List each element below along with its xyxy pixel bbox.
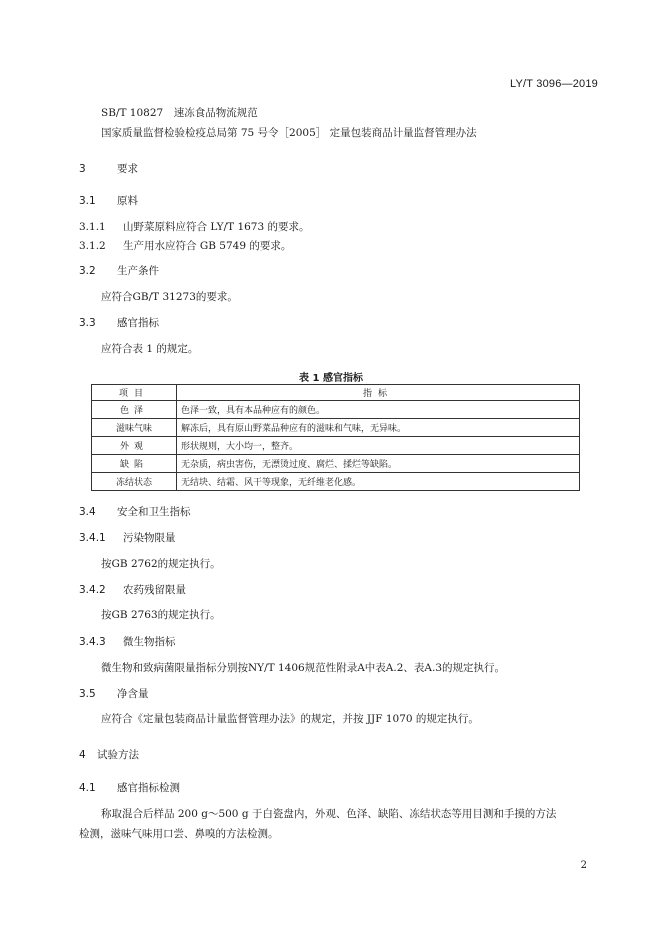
row-spec: 无杂质，病虫害伤，无漂烫过度、腐烂、揉烂等缺陷。: [177, 455, 580, 473]
section-4-1-body-line-1: 称取混合后样品 200 g～500 g 于白瓷盘内，外观、色泽、缺陷、冻结状态等用目测和手摸的方法: [101, 808, 557, 820]
clause-3-1-1: [79, 220, 310, 234]
section-number: 3.3: [79, 317, 96, 329]
row-item: 缺陷: [92, 455, 177, 473]
section-title: 试验方法: [97, 749, 139, 761]
clause-number: 3.1.2: [79, 240, 106, 252]
section-3-heading: [79, 162, 138, 176]
table-header-row: [92, 385, 580, 401]
section-title: 原料: [117, 195, 138, 207]
section-number: 3: [79, 163, 86, 175]
section-number: 3.5: [79, 688, 96, 700]
section-number: 3.2: [79, 265, 96, 277]
column-header-item: 项目: [92, 385, 177, 401]
section-3-4-3-heading: [79, 635, 176, 649]
section-title: 感官指标: [117, 317, 159, 329]
row-spec: 无结块、结霜、风干等现象，无纤维老化感。: [177, 473, 580, 491]
column-header-spec: 指标: [177, 385, 580, 401]
table-row: [92, 455, 580, 473]
row-item: 冻结状态: [92, 473, 177, 491]
section-3-4-heading: [79, 505, 191, 519]
sensory-index-table: [91, 384, 580, 491]
row-spec: 色泽一致，具有本品种应有的颜色。: [177, 401, 580, 419]
section-3-4-3-body: 微生物和致病菌限量指标分别按NY/T 1406规范性附录A中表A.2、表A.3的规定执行。: [101, 662, 506, 674]
section-3-3-heading: [79, 316, 159, 330]
clause-text: 生产用水应符合 GB 5749 的要求。: [123, 240, 292, 252]
section-number: 3.4.2: [79, 584, 106, 596]
section-title: 微生物指标: [123, 636, 176, 648]
page-number: 2: [580, 860, 587, 871]
table-row: [92, 473, 580, 491]
section-3-4-1-heading: [79, 531, 176, 545]
section-3-4-2-heading: [79, 583, 186, 597]
section-4-1-body-line-2: 检测，滋味气味用口尝、鼻嗅的方法检测。: [79, 828, 279, 840]
section-3-5-heading: [79, 687, 149, 701]
table-1-caption: 表 1 感官指标: [299, 373, 363, 384]
section-3-5-body: 应符合《定量包装商品计量监督管理办法》的规定，并按 JJF 1070 的规定执行。: [101, 713, 479, 725]
section-3-3-body: 应符合表 1 的规定。: [101, 343, 199, 355]
row-item: 滋味气味: [92, 419, 177, 437]
section-title: 感官指标检测: [117, 782, 180, 794]
section-title: 农药残留限量: [123, 584, 186, 596]
section-number: 3.1: [79, 195, 96, 207]
table-row: [92, 437, 580, 455]
section-number: 4.1: [79, 782, 96, 794]
section-3-2-heading: [79, 264, 159, 278]
section-number: 3.4.3: [79, 636, 106, 648]
clause-number: 3.1.1: [79, 221, 106, 233]
table-row: [92, 419, 580, 437]
row-spec: 解冻后，具有原山野菜品种应有的滋味和气味，无异味。: [177, 419, 580, 437]
section-3-2-body: 应符合GB/T 31273的要求。: [101, 291, 238, 303]
section-number: 3.4: [79, 506, 96, 518]
clause-text: 山野菜原料应符合 LY/T 1673 的要求。: [123, 221, 310, 233]
section-title: 生产条件: [117, 265, 159, 277]
reference-order-75: 国家质量监督检验检疫总局第 75 号令［2005］ 定量包装商品计量监督管理办法: [101, 127, 477, 139]
section-title: 要求: [117, 163, 138, 175]
section-4-1-heading: [79, 781, 180, 795]
document-code: LY/T 3096—2019: [509, 78, 598, 90]
section-3-1-heading: [79, 194, 138, 208]
section-title: 污染物限量: [123, 532, 176, 544]
section-number: 4: [79, 749, 86, 761]
row-spec: 形状规则，大小均一，整齐。: [177, 437, 580, 455]
section-3-4-1-body: 按GB 2762的规定执行。: [101, 558, 221, 570]
row-item: 外观: [92, 437, 177, 455]
section-title: 净含量: [117, 688, 149, 700]
table-row: [92, 401, 580, 419]
row-item: 色泽: [92, 401, 177, 419]
reference-sb-t-10827: SB/T 10827 速冻食品物流规范: [101, 107, 258, 119]
section-title: 安全和卫生指标: [117, 506, 191, 518]
section-3-4-2-body: 按GB 2763的规定执行。: [101, 609, 221, 621]
section-number: 3.4.1: [79, 532, 106, 544]
section-4-heading: [79, 748, 139, 762]
clause-3-1-2: [79, 239, 291, 253]
